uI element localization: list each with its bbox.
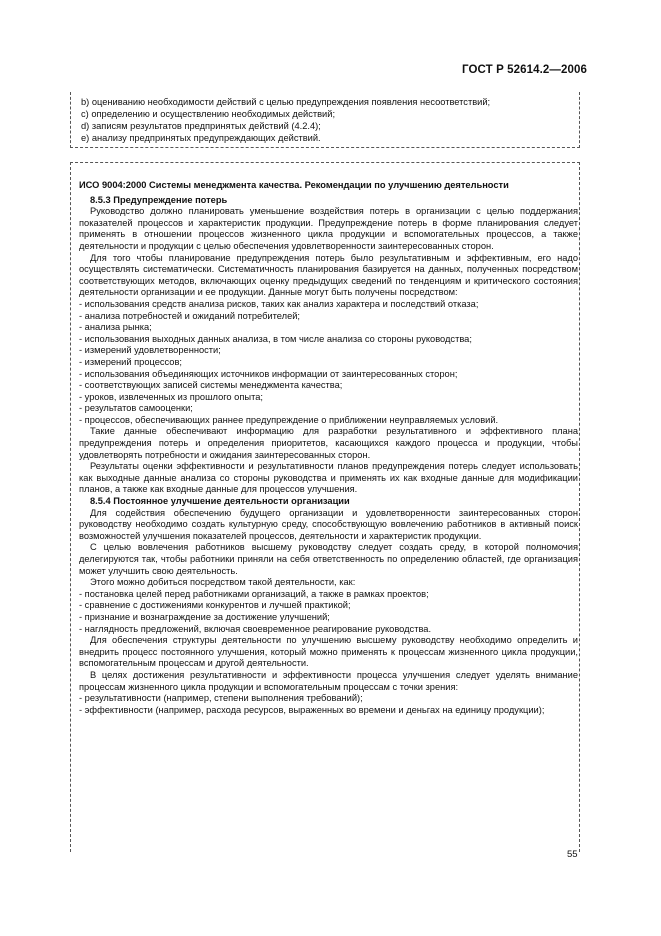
- list-item: - анализа рынка;: [79, 322, 152, 333]
- list-item: - наглядность предложений, включая своевременное реагирование руководства.: [79, 623, 432, 634]
- previous-box-end: [70, 92, 580, 148]
- list-item: - постановка целей перед работниками организаций, а также в рамках проектов;: [79, 588, 429, 599]
- paragraph: Руководство должно планировать уменьшение воздействия потерь в организации с целью поддержания показателей процессов и характеристик продукции. Предупреждение потерь в форме планирования следует применять в отношении процессов жизненного цикла продукции и вспомогательных процессов, а также деятельности и продукции с целью обеспечения удовлетворенности заинтересованных сторон.: [79, 206, 578, 251]
- quote-title: ИСО 9004:2000 Системы менеджмента качества. Рекомендации по улучшению деятельности: [79, 180, 509, 190]
- list-item-b: b) оцениванию необходимости действий с целью предупреждения появления несоответствий;: [81, 97, 491, 107]
- paragraph: Для обеспечения структуры деятельности по улучшению высшему руководству необходимо определить и внедрить процесс постоянного улучшения, который можно применять к процессам жизненного цикла продукции, вспомогательным процессам и другой деятельности.: [79, 635, 578, 669]
- paragraph: В целях достижения результативности и эффективности процесса улучшения следует уделять внимание процессам жизненного цикла продукции и вспомогательным процессам с точки зрения:: [79, 669, 578, 692]
- list-item: - уроков, извлеченных из прошлого опыта;: [79, 391, 263, 402]
- list-item: - использования объединяющих источников информации от заинтересованных сторон;: [79, 368, 458, 379]
- list-item-c: c) определению и осуществлению необходимых действий;: [81, 109, 336, 119]
- paragraph: Такие данные обеспечивают информацию для разработки результативного и эффективного плана предупреждения потерь и определения приоритетов, касающихся каждого процесса и продукции, чтобы удовлетворять потребности и ожидания заинтересованных сторон.: [79, 426, 578, 460]
- list-item-d: d) записям результатов предпринятых действий (4.2.4);: [81, 121, 321, 131]
- list-item-e: e) анализу предпринятых предупреждающих действий.: [81, 133, 321, 143]
- list-item: - соответствующих записей системы менеджмента качества;: [79, 380, 343, 391]
- list-item: - процессов, обеспечивающих раннее предупреждение о приближении неуправляемых условий.: [79, 414, 499, 425]
- iso-quote-content: [79, 180, 578, 716]
- list-item: - эффективности (например, расхода ресурсов, выраженных во времени и деньгах на единицу продукции);: [79, 704, 545, 715]
- paragraph: Результаты оценки эффективности и результативности планов предупреждения потерь следует использовать как выходные данные анализа со стороны руководства и применять их как входные данные для модификации планов, а также как входные данные для процессов улучшения.: [79, 461, 578, 495]
- paragraph: Для того чтобы планирование предупреждения потерь было результативным и эффективным, его надо осуществлять систематически. Систематичность планирования базируется на данных, полученных посредством соответствующих методов, включающих оценку предыдущих сведений по тенденциям и критического состояния деятельности организации и ее продукции. Данные могут быть получены посредством:: [79, 252, 578, 298]
- list-item: - результатов самооценки;: [79, 403, 193, 414]
- page-number: 55: [567, 849, 578, 860]
- list-item: - использования выходных данных анализа, в том числе анализа со стороны руководства;: [79, 333, 472, 344]
- section-heading-8-5-4: 8.5.4 Постоянное улучшение деятельности организации: [90, 496, 350, 507]
- paragraph: Для содействия обеспечению будущего организации и удовлетворенности заинтересованных сторон руководству необходимо создать культурную среду, способствующую вовлечению работников в активный поиск возможностей улучшения показателей процессов, деятельности и характеристик продукции.: [79, 507, 578, 541]
- paragraph: Этого можно добиться посредством такой деятельности, как:: [90, 577, 356, 588]
- list-item: - использования средств анализа рисков, таких как анализ характера и последствий отказа;: [79, 298, 479, 309]
- document-code: ГОСТ Р 52614.2—2006: [462, 64, 587, 76]
- list-item: - измерений удовлетворенности;: [79, 345, 221, 356]
- list-item: - признание и вознаграждение за достижение улучшений;: [79, 611, 330, 622]
- list-item: - сравнение с достижениями конкурентов и лучшей практикой;: [79, 600, 351, 611]
- list-item: - результативности (например, степени выполнения требований);: [79, 693, 363, 704]
- list-item: - анализа потребностей и ожиданий потребителей;: [79, 310, 301, 321]
- paragraph: С целью вовлечения работников высшему руководству следует создать среду, в которой полномочия делегируются так, чтобы работники приняли на себя ответственность по определению областей, где организация может улучшить свою деятельность.: [79, 542, 578, 576]
- section-heading-8-5-3: 8.5.3 Предупреждение потерь: [90, 194, 228, 205]
- list-item: - измерений процессов;: [79, 356, 183, 367]
